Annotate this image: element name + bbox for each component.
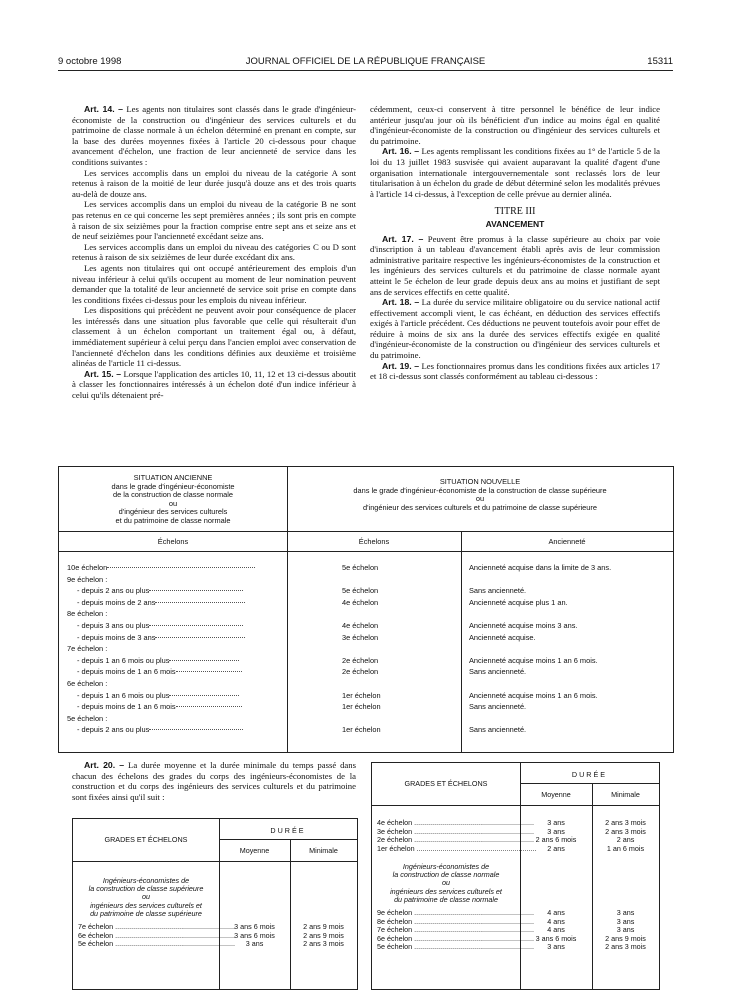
duration-row-minimale: 3 ans [616, 916, 635, 926]
duration-row-echelon: 2e échelon ............................................................ [377, 835, 534, 845]
old-echelon-cell [77, 656, 239, 665]
right-column [370, 104, 660, 382]
new-echelon-cell: 1er échelon [342, 702, 381, 712]
new-echelon-cell: 5e échelon [342, 563, 379, 572]
old-echelon-label: 10e échelon [67, 563, 108, 572]
duration-row-echelon: 7e échelon ............................................................ [78, 922, 235, 931]
art16-para: Art. 16. – Les agents remplissant les conditions fixées au 1° de l'article 5 de la loi du 13 juillet 1983 susvisée qui avaient auparavant la qualité d'agent d'une organisation internationale intergouvernementale sont reclassés lors de leur titularisation à un échelon du grade de début déterminé selon les modalités prévues à l'article 14 ci-dessus, à l'exception de celle prévue au dernier alinéa. [370, 146, 660, 199]
old-echelon-label: - depuis 2 ans ou plus [77, 586, 150, 596]
old-situation-header: SITUATION ANCIENNE dans le grade d'ingénieur-économiste de la construction de classe normale ou d'ingénieur des services culturels et du patrimoine de classe normale [111, 473, 235, 525]
grades-echelons-header: GRADES ET ÉCHELONS [404, 779, 488, 788]
old-echelon-label: - depuis moins de 1 an 6 mois [77, 667, 176, 677]
duration-row-moyenne: 3 ans [547, 942, 565, 952]
old-echelon-label: - depuis 3 ans ou plus [77, 621, 150, 630]
col-header-old-echelons: Échelons [157, 537, 189, 546]
new-echelon-cell: 5e échelon [342, 586, 379, 596]
duration-row-echelon: 5e échelon ............................................................ [78, 939, 235, 949]
table-rule [59, 531, 673, 532]
new-echelon-cell: 1er échelon [342, 690, 381, 700]
old-echelon-cell [77, 702, 242, 711]
anciennete-cell: Sans ancienneté. [469, 725, 527, 735]
leader-dots [149, 729, 243, 730]
anciennete-cell: Ancienneté acquise. [469, 632, 536, 642]
minimale-header: Minimale [309, 846, 338, 855]
duration-row-echelon: 9e échelon ............................................................ [377, 908, 534, 917]
duration-row-echelon: 7e échelon ............................................................ [377, 925, 534, 935]
art20-label: Art. 20. – [84, 760, 125, 770]
duration-row-minimale: 3 ans [616, 925, 635, 935]
duration-table-right [371, 762, 660, 990]
old-echelon-label: - depuis 1 an 6 mois ou plus [77, 655, 170, 665]
duree-header: DURÉE [571, 770, 608, 779]
duration-row-echelon: 6e échelon ............................................................ [377, 933, 534, 943]
art19-label: Art. 19. – [382, 360, 420, 371]
col-header-anciennete: Ancienneté [548, 537, 586, 546]
anciennete-cell: Sans ancienneté. [469, 667, 527, 677]
art17-para: Art. 17. – Peuvent être promus à la classe supérieure au choix par voie d'inscription à un tableau d'avancement établi après avis de leur commission administrative paritaire respective les ingénieurs-économistes de la construction et les ingénieurs des services culturels et du patrimoine de classe normale ayant atteint le 5e échelon de leur grade depuis deux ans au moins et justifiant de sept ans de services effectifs en cette qualité. [370, 233, 661, 297]
art16-label: Art. 16. – [382, 146, 420, 157]
art14-para-5: Les agents non titulaires qui ont occupé antérieurement des emplois d'un niveau inférieur à celui qu'ils occupent au moment de leur nomination peuvent demander que la totalité de leur ancienneté de service soit prise en compte dans les conditions fixées ci-dessus pour les emplois du niveau inférieur. [72, 262, 356, 305]
leader-dots [169, 695, 239, 696]
old-echelon-label: - depuis moins de 1 an 6 mois [77, 702, 176, 712]
art14-para: Art. 14. – Les agents non titulaires sont classés dans le grade d'ingénieur-économiste de la construction ou d'ingénieur des services culturels et du patrimoine de classe normale à un échelon déterminé en prenant en compte, sur la base des durées moyennes fixées à l'article 20 ci-dessous pour chaque avancement d'échelon, une fraction de leur ancienneté de service dans les conditions suivantes : [72, 104, 356, 167]
old-echelon-label: 9e échelon : [67, 574, 108, 584]
duration-row-minimale: 2 ans 9 mois [303, 922, 344, 931]
old-echelon-cell [67, 679, 107, 688]
duration-row-minimale: 1 an 6 mois [606, 843, 645, 853]
duration-row-moyenne: 3 ans 6 mois [535, 933, 577, 943]
old-echelon-cell [77, 633, 245, 642]
art17-label: Art. 17. – [382, 233, 424, 244]
header-journal-title: JOURNAL OFFICIEL DE LA RÉPUBLIQUE FRANÇAISE [245, 56, 486, 67]
anciennete-cell: Sans ancienneté. [469, 702, 527, 712]
leader-dots [155, 637, 245, 638]
old-echelon-cell [77, 725, 243, 734]
duration-row-echelon: 1er échelon ............................................................ [377, 843, 537, 853]
duration-row-minimale: 2 ans [616, 835, 635, 845]
old-echelon-label: 5e échelon : [67, 713, 108, 723]
anciennete-cell: Ancienneté acquise plus 1 an. [469, 597, 568, 607]
old-echelon-label: 7e échelon : [67, 644, 108, 654]
header-date: 9 octobre 1998 [58, 56, 122, 67]
old-echelon-cell [77, 598, 245, 607]
new-echelon-cell: 1er échelon [342, 725, 381, 735]
art20-para: Art. 20. – La durée moyenne et la durée minimale du temps passé dans chacun des échelons des grades du corps des ingénieurs-économistes de la construction et du corps des ingénieurs des services culturels et du patrimoine sont fixées ainsi qu'il suit : [72, 760, 356, 802]
new-echelon-cell: 2e échelon [342, 667, 379, 677]
anciennete-cell: Ancienneté acquise moins 3 ans. [469, 621, 578, 630]
col-header-new-echelons: Échelons [358, 537, 390, 546]
art15-para: Art. 15. – Lorsque l'application des articles 10, 11, 12 et 13 ci-dessus aboutit à classer les fonctionnaires intéressés à un échelon doté d'un indice inférieur à celui qu'ils détenaient pré- [72, 368, 356, 401]
left-column [72, 104, 356, 401]
old-echelon-cell [77, 691, 239, 700]
page-header [58, 56, 673, 70]
duree-header: DURÉE [270, 826, 306, 835]
new-echelon-cell: 2e échelon [342, 655, 379, 665]
duration-row-moyenne: 4 ans [547, 925, 565, 935]
moyenne-header: Moyenne [239, 846, 270, 855]
art18-label: Art. 18. – [382, 297, 420, 308]
duration-row-echelon: 8e échelon ............................................................ [377, 916, 534, 926]
duration-row-minimale: 2 ans 3 mois [605, 826, 646, 836]
old-echelon-cell [67, 563, 255, 572]
old-echelon-label: 8e échelon : [67, 609, 108, 619]
moyenne-header: Moyenne [541, 790, 571, 799]
duration-row-moyenne: 2 ans [547, 843, 565, 853]
duration-row-minimale: 2 ans 9 mois [303, 930, 344, 940]
duration-row-moyenne: 3 ans [547, 818, 565, 827]
header-page-number: 15311 [647, 56, 673, 67]
old-echelon-cell [67, 644, 107, 653]
old-echelon-label: - depuis moins de 3 ans [77, 632, 156, 642]
duration-row-minimale: 2 ans 3 mois [605, 942, 646, 952]
art14-para-4: Les services accomplis dans un emploi du niveau des catégories C ou D sont retenus à raison de six seizièmes de leur durée excédant dix ans. [72, 241, 356, 263]
duration-row-minimale: 3 ans [616, 908, 635, 917]
duration-row-moyenne: 3 ans [245, 939, 264, 949]
old-echelon-label: - depuis moins de 2 ans [77, 597, 156, 607]
leader-dots [149, 625, 243, 626]
old-echelon-label: 6e échelon : [67, 679, 108, 688]
duration-row-moyenne: 4 ans [547, 916, 565, 926]
minimale-header: Minimale [611, 790, 640, 799]
old-echelon-cell [67, 575, 107, 584]
art19-para: Art. 19. – Les fonctionnaires promus dans les conditions fixées aux articles 17 et 18 ci-dessus sont classés conformément au tableau ci-dessous : [370, 360, 660, 382]
anciennete-cell: Ancienneté acquise moins 1 an 6 mois. [469, 690, 598, 700]
art14-para-3: Les services accomplis dans un emploi du niveau de la catégorie B ne sont pas retenus en ce qui concerne les sept premières années ; ils sont pris en compte à raison de six seizièmes pour la fraction comprise entre sept ans et seize ans et de neuf seizièmes pour l'ancienneté excédant seize ans. [72, 199, 356, 242]
grades-echelons-header: GRADES ET ÉCHELONS [104, 835, 188, 844]
art14-para-2: Les services accomplis dans un emploi du niveau de la catégorie A sont retenus à raison de la moitié de leur durée jusqu'à douze ans et des trois quarts au-delà de douze ans. [72, 167, 356, 199]
old-echelon-label: - depuis 2 ans ou plus [77, 725, 150, 735]
duration-row-minimale: 2 ans 9 mois [605, 933, 646, 943]
duration-row-minimale: 2 ans 3 mois [605, 818, 646, 827]
new-echelon-cell: 4e échelon [342, 621, 379, 630]
leader-dots [155, 602, 245, 603]
art20-block [72, 760, 356, 802]
art14-label: Art. 14. – [84, 104, 124, 114]
new-echelon-cell: 4e échelon [342, 597, 379, 607]
anciennete-cell: Ancienneté acquise moins 1 an 6 mois. [469, 655, 598, 665]
duration-row-echelon: 5e échelon ............................................................ [377, 942, 534, 952]
new-situation-header: SITUATION NOUVELLE dans le grade d'ingénieur-économiste de la construction de classe supérieure ou d'ingénieur des services culturels et du patrimoine de classe supérieure [353, 477, 607, 512]
duration-row-moyenne: 3 ans 6 mois [234, 922, 275, 931]
duration-row-echelon: 3e échelon ............................................................ [377, 826, 534, 836]
art15-label: Art. 15. – [84, 368, 122, 379]
avancement-heading: AVANCEMENT [485, 218, 545, 229]
duration-row-moyenne: 3 ans 6 mois [234, 930, 275, 940]
table-divider [461, 531, 462, 752]
leader-dots [107, 567, 255, 568]
duration-table-left [72, 818, 358, 990]
art18-para: Art. 18. – La durée du service militaire obligatoire ou du service national actif effectivement accompli vient, le cas échéant, en déduction des services effectifs exigés à l'article précédent. Ces déductions ne peuvent toutefois avoir pour effet de réduire à moins de six ans la durée des services effectifs exigée en qualité d'ingénieur-économiste de la construction ou d'ingénieur des services culturels et du patrimoine. [370, 297, 661, 361]
leader-dots [176, 706, 242, 707]
section-classe-normale: Ingénieurs-économistes de la construction de classe normale ou ingénieurs des services culturels et du patrimoine de classe normale [390, 862, 502, 904]
reclassification-table [58, 466, 674, 753]
duration-row-moyenne: 3 ans [547, 826, 565, 836]
old-echelon-cell [77, 621, 243, 630]
art14-para-6: Les dispositions qui précèdent ne peuvent avoir pour conséquence de placer les intéressés dans une situation plus favorable que celle qui résulterait d'un classement à un échelon comportant un traitement égal ou, à défaut, immédiatement supérieur à celui perçu dans l'ancien emploi avec conservation de l'ancienneté d'échelon dans les conditions définies aux deuxième et troisième alinéas de l'article 11 ci-dessus. [72, 305, 356, 369]
duration-row-minimale: 2 ans 3 mois [303, 939, 344, 949]
header-rule [58, 70, 673, 71]
new-echelon-cell: 3e échelon [342, 632, 379, 642]
leader-dots [176, 671, 242, 672]
old-echelon-cell [77, 667, 242, 676]
leader-dots [169, 660, 239, 661]
duration-row-moyenne: 2 ans 6 mois [535, 835, 577, 845]
table-rule [59, 551, 673, 552]
leader-dots [149, 590, 243, 591]
anciennete-cell: Ancienneté acquise dans la limite de 3 ans. [469, 563, 612, 572]
old-echelon-cell [67, 609, 107, 618]
continued-para: cédemment, ceux-ci conservent à titre personnel le bénéfice de leur indice antérieur jusqu'au jour où ils bénéficient d'un indice au moins égal en qualité d'ingénieur-économiste de la construction ou d'ingénieur des services culturels et du patrimoine. [370, 104, 660, 146]
old-echelon-cell [67, 714, 107, 723]
old-echelon-label: - depuis 1 an 6 mois ou plus [77, 690, 170, 700]
duration-row-moyenne: 4 ans [547, 908, 565, 917]
duration-row-echelon: 4e échelon ............................................................ [377, 818, 534, 827]
anciennete-cell: Sans ancienneté. [469, 586, 527, 596]
section-classe-superieure: Ingénieurs-économistes de la construction de classe supérieure ou ingénieurs des services culturels et du patrimoine de classe supérieure [88, 876, 204, 918]
duration-row-echelon: 6e échelon ............................................................ [78, 930, 235, 940]
old-echelon-cell [77, 586, 243, 595]
titre-heading: TITRE III [494, 206, 536, 218]
